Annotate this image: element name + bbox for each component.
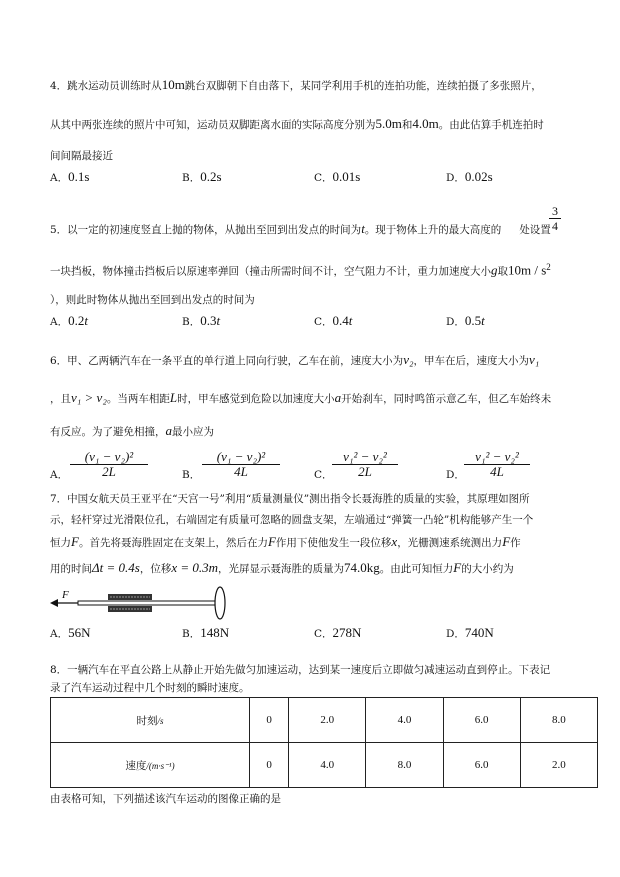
q6-text: 最小应为 [172,426,214,438]
q4-option-c[interactable] [314,170,360,185]
q7-line2: 示，轻杆穿过光滑限位孔，右端固定有质量可忽略的圆盘支架，左端通过“弹簧一凸轮”机构能够产生一个 [50,514,534,526]
q6-text: ，且 [50,393,71,405]
option-fraction [70,450,148,479]
q5-g-exp: 2 [546,262,551,272]
option-label: B． [182,316,201,328]
option-label: D． [446,628,465,640]
table-cell: 2.0 [289,698,366,743]
option-label: B． [182,628,201,640]
q7-line3 [50,535,521,550]
q7-var-f: F [71,534,79,549]
q5-text: 一块挡板，物体撞击挡板后以原速率弹回（撞击所需时间不计，空气阻力不计，重力加速度大小 [50,265,491,278]
table-cell: 6.0 [443,698,520,743]
option-label: A． [50,628,69,640]
table-header-speed [51,743,250,788]
table-cell: 4.0 [289,743,366,788]
fraction-num: (v₁ − v₂)² [202,450,280,465]
option-value: 278N [332,625,362,640]
q6-var-v2: v₂ [403,352,414,367]
q7-option-a[interactable] [50,626,90,641]
option-label: A． [50,172,69,184]
q7-delta-t: Δt = 0.4s [92,560,140,575]
fraction-den: 2L [102,464,116,479]
table-cell: 0 [250,698,289,743]
q6-text: 时，甲车感觉到危险以加速度大小 [177,393,335,405]
q7-line1: 7．中国女航天员王亚平在“天宫一号”利用“质量测量仪”测出指令长聂海胜的质量的实验，其原理如图所 [50,493,530,505]
option-value: 56N [68,625,91,640]
q7-text: 。由此可知恒力 [379,563,454,575]
option-label: C． [314,469,333,481]
q7-mass: 74.0kg [344,560,380,575]
option-fraction [332,450,398,479]
q6-var-v1: v₁ [528,352,540,367]
q5-line1 [50,222,551,237]
q7-var-f: F [453,560,462,575]
velocity-table [50,697,598,788]
fraction-num: v₁² − v₂² [332,450,398,465]
q7-text: 。首先将聂海胜固定在支架上，然后在力 [78,537,268,549]
q6-var-a: a [165,423,172,438]
q6-text: 有反应。为了避免相撞， [50,426,166,438]
fraction-num: v₁² − v₂² [464,450,530,465]
fraction-num: 3 [549,204,561,219]
q6-var-l: L [169,390,178,405]
q6-line2 [50,391,551,406]
q7-line4 [50,561,514,576]
q5-text: 5．以一定的初速度竖直上抛的物体，从抛出至回到出发点的时间为 [50,224,362,236]
q7-text: 用的时间 [50,563,92,575]
q6-text: 开始刹车，同时鸣笛示意乙车，但乙车始终未 [341,393,552,405]
table-row [51,698,598,743]
table-cell: 0 [250,743,289,788]
header-label: 时刻 [136,714,158,727]
option-fraction [202,450,280,479]
q4-option-a[interactable] [50,170,89,185]
q6-text: ，甲车在后，速度大小为 [413,355,529,367]
q4-h2: 4.0m [412,116,439,131]
option-label: C． [314,172,333,184]
q6-text: 6．甲、乙两辆汽车在一条平直的单行道上同向行驶，乙车在前，速度大小为 [50,355,404,367]
table-cell: 2.0 [520,743,597,788]
option-value: 0.5 [464,313,482,328]
fraction-den: 2L [358,464,372,479]
q5-var-t: t [361,221,365,236]
q7-var-x: x [391,534,398,549]
table-row [51,743,598,788]
option-var: t [348,313,353,328]
q5-var-g: g [491,262,498,278]
option-value: 0.02s [464,169,493,184]
header-unit: /s [157,715,164,726]
option-label: A． [50,316,69,328]
q6-line3 [50,424,214,439]
q8-line1: 8．一辆汽车在平直公路上从静止开始先做匀加速运动，达到某一速度后立即做匀减速运动直到停止。下表记 [50,664,551,676]
header-label: 速度 [125,759,147,772]
q4-h1: 5.0m [375,116,402,131]
q4-height: 10m [161,77,185,92]
option-label: A． [50,469,69,481]
q7-option-d[interactable] [446,626,494,641]
q7-text: 恒力 [50,537,71,549]
q7-option-b[interactable] [182,626,229,641]
q5-text: 取 [497,265,508,278]
q4-line3: 间间隔最接近 [50,150,113,162]
fraction-den: 4 [552,219,558,233]
q5-option-d[interactable] [446,314,485,329]
option-fraction [464,450,530,479]
option-value: 0.2s [200,169,222,184]
rod [78,601,218,605]
q6-text: 。当两车相距 [106,393,170,405]
option-value: 0.2 [68,313,85,328]
option-label: D． [446,316,465,328]
fraction-den: 4L [490,464,504,479]
q6-line1 [50,353,539,368]
q4-text: 。由此估算手机连拍时 [438,119,544,131]
table-cell: 4.0 [366,698,443,743]
q5-line3: ），则此时物体从抛出至回到出发点的时间为 [50,294,255,306]
q7-text: 作 [510,537,521,549]
option-value: 0.3 [200,313,217,328]
option-label: C． [314,628,333,640]
q7-text: ，位移 [139,563,172,575]
q4-text: 从其中两张连续的照片中可知，运动员双脚距离水面的实际高度分别为 [50,119,376,131]
q7-figure [48,586,248,626]
q8-line2: 录了汽车运动过程中几个时刻的瞬时速度。 [50,682,250,694]
q6-condition: v₁ > v₂ [71,390,107,405]
option-value: 148N [200,625,230,640]
q4-line1 [50,78,542,93]
q7-text: 的大小约为 [461,563,514,575]
table-cell: 8.0 [366,743,443,788]
q8-footer: 由表格可知，下列描述该汽车运动的图像正确的是 [50,793,281,805]
q4-option-d[interactable] [446,170,493,185]
q7-displacement: x = 0.3m [171,560,219,575]
q4-option-b[interactable] [182,170,222,185]
option-label: D． [446,172,465,184]
option-label: B． [182,469,201,481]
q4-text: 和 [401,119,413,131]
option-var: t [84,313,88,328]
q5-text: 处设置 [519,224,551,236]
force-label: F [62,589,69,601]
option-value: 0.1s [68,169,90,184]
fraction-num: (v₁ − v₂)² [70,450,148,465]
fraction-den: 4L [234,464,248,479]
q7-text: ，光屏显示聂海胜的质量为 [218,563,345,575]
table-cell: 6.0 [443,743,520,788]
q4-text: 4．跳水运动员训练时从 [50,80,162,92]
q5-option-b[interactable] [182,314,220,329]
option-label: D． [446,469,465,481]
option-value: 0.4 [332,313,349,328]
q7-var-f: F [267,534,276,549]
q5-text: 。现于物体上升的最大高度的 [364,224,502,236]
option-value: 740N [464,625,494,640]
q5-line2 [50,260,551,279]
q7-var-f: F [502,534,511,549]
disc-bracket [215,587,225,619]
table-header-time [51,698,250,743]
q5-g-value: 10m / s [508,262,547,278]
option-value: 0.01s [332,169,361,184]
option-var: t [216,313,221,328]
option-label: B． [182,172,201,184]
header-unit: /(m·s⁻¹) [146,760,175,771]
option-label: C． [314,316,333,328]
option-var: t [481,313,485,328]
q5-option-a[interactable] [50,314,88,329]
q6-var-a: a [334,390,342,405]
q4-line2 [50,117,544,132]
q7-option-c[interactable] [314,626,361,641]
q5-option-c[interactable] [314,314,352,329]
q7-text: ，光栅测速系统测出力 [397,537,503,549]
q4-text: 跳台双脚朝下自由落下，某同学利用手机的连拍功能，连续拍摄了多张照片， [184,80,542,92]
table-cell: 8.0 [520,698,597,743]
q7-text: 作用下使他发生一段位移 [275,537,392,549]
